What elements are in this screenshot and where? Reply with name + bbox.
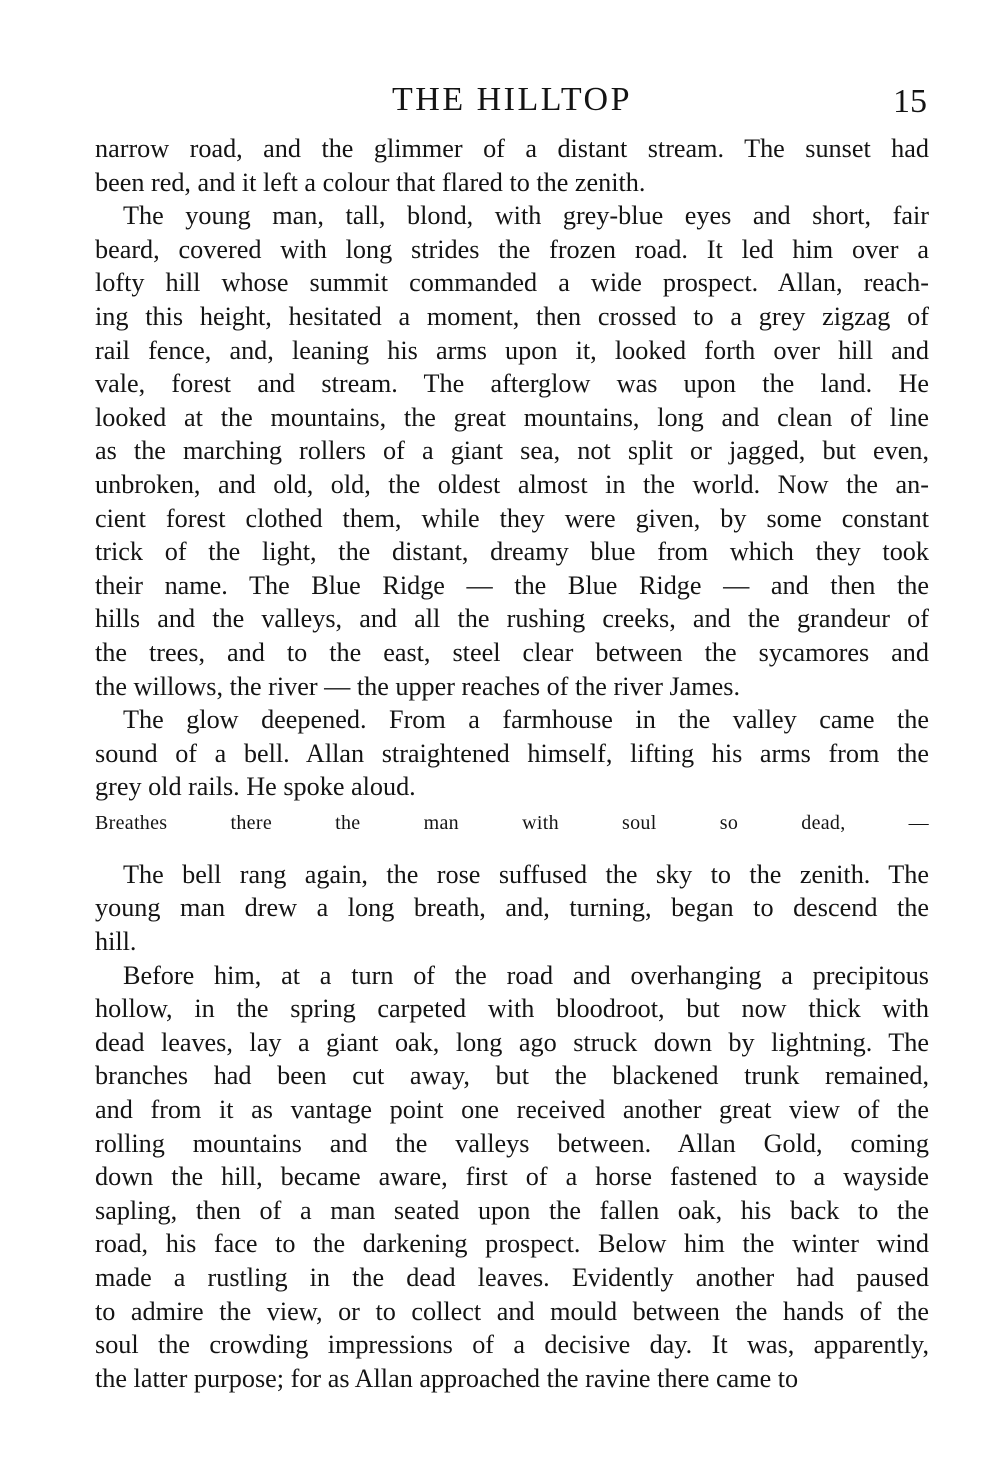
text-line: sapling, then of a man seated upon the fallen oak, his back to the bbox=[95, 1195, 929, 1225]
text-line: soul the crowding impressions of a decisive day. It was, apparently, bbox=[95, 1330, 929, 1360]
text-line: rail fence, and, leaning his arms upon it, looked forth over hill and bbox=[95, 335, 929, 365]
text-line: beard, covered with long strides the frozen road. It led him over a bbox=[95, 234, 929, 264]
text-line: to admire the view, or to collect and mould between the hands of the bbox=[95, 1296, 929, 1326]
paragraph bbox=[95, 199, 929, 703]
text-line: as the marching rollers of a giant sea, not split or jagged, but even, bbox=[95, 436, 929, 466]
text-line: hollow, in the spring carpeted with bloodroot, but now thick with bbox=[95, 994, 929, 1024]
text-line: young man drew a long breath, and, turning, began to descend the bbox=[95, 893, 929, 923]
text-line: cient forest clothed them, while they were given, by some constant bbox=[95, 503, 929, 533]
paragraphs-before-verse bbox=[95, 132, 929, 804]
text-line: narrow road, and the glimmer of a distant stream. The sunset had bbox=[95, 134, 929, 163]
text-line: made a rustling in the dead leaves. Evidently another had paused bbox=[95, 1263, 929, 1292]
text-line: the trees, and to the east, steel clear between the sycamores and bbox=[95, 637, 929, 667]
text-line: unbroken, and old, old, the oldest almost in the world. Now the an- bbox=[95, 469, 929, 499]
text-line: Before him, at a turn of the road and overhanging a precipitous bbox=[123, 960, 929, 990]
text-line: branches had been cut away, but the blackened trunk remained, bbox=[95, 1061, 929, 1091]
book-page bbox=[95, 72, 929, 1395]
text-line: been red, and it left a colour that flared to the zenith. bbox=[95, 167, 646, 197]
text-line: lofty hill whose summit commanded a wide prospect. Allan, reach- bbox=[95, 268, 929, 298]
running-head bbox=[95, 72, 929, 132]
text-line: ing this height, hesitated a moment, then crossed to a grey zigzag of bbox=[95, 301, 929, 331]
text-line: The glow deepened. From a farmhouse in the valley came the bbox=[123, 705, 929, 735]
text-line: The bell rang again, the rose suffused the sky to the zenith. The bbox=[123, 859, 929, 889]
text-line: and from it as vantage point one received another great view of the bbox=[95, 1095, 929, 1125]
text-line: rolling mountains and the valleys between. Allan Gold, coming bbox=[95, 1128, 929, 1158]
paragraphs-after-verse bbox=[95, 858, 929, 1396]
text-line: vale, forest and stream. The afterglow was upon the land. He bbox=[95, 369, 929, 399]
text-line: looked at the mountains, the great mountains, long and clean of line bbox=[95, 402, 929, 432]
text-line: their name. The Blue Ridge — the Blue Ridge — and then the bbox=[95, 570, 929, 600]
body-text bbox=[95, 132, 929, 1395]
paragraph bbox=[95, 703, 929, 804]
text-line: road, his face to the darkening prospect. Below him the winter wind bbox=[95, 1229, 929, 1259]
verse-quotation: Breathes there the man with soul so dead, — bbox=[95, 811, 929, 834]
text-line: hill. bbox=[95, 927, 137, 957]
paragraph bbox=[95, 132, 929, 199]
text-line: the willows, the river — the upper reaches of the river James. bbox=[95, 671, 741, 701]
text-line: the latter purpose; for as Allan approached the ravine there came to bbox=[95, 1363, 799, 1393]
text-line: The young man, tall, blond, with grey-blue eyes and short, fair bbox=[123, 201, 929, 231]
text-line: hills and the valleys, and all the rushing creeks, and the grandeur of bbox=[95, 604, 929, 634]
text-line: dead leaves, lay a giant oak, long ago struck down by lightning. The bbox=[95, 1027, 929, 1057]
paragraph bbox=[95, 858, 929, 959]
paragraph bbox=[95, 959, 929, 1396]
text-line: down the hill, became aware, first of a horse fastened to a wayside bbox=[95, 1162, 929, 1192]
text-line: sound of a bell. Allan straightened himself, lifting his arms from the bbox=[95, 738, 929, 768]
running-title: THE HILLTOP bbox=[392, 81, 632, 118]
text-line: grey old rails. He spoke aloud. bbox=[95, 772, 416, 802]
text-line: trick of the light, the distant, dreamy blue from which they took bbox=[95, 537, 929, 567]
page-number: 15 bbox=[893, 83, 927, 120]
